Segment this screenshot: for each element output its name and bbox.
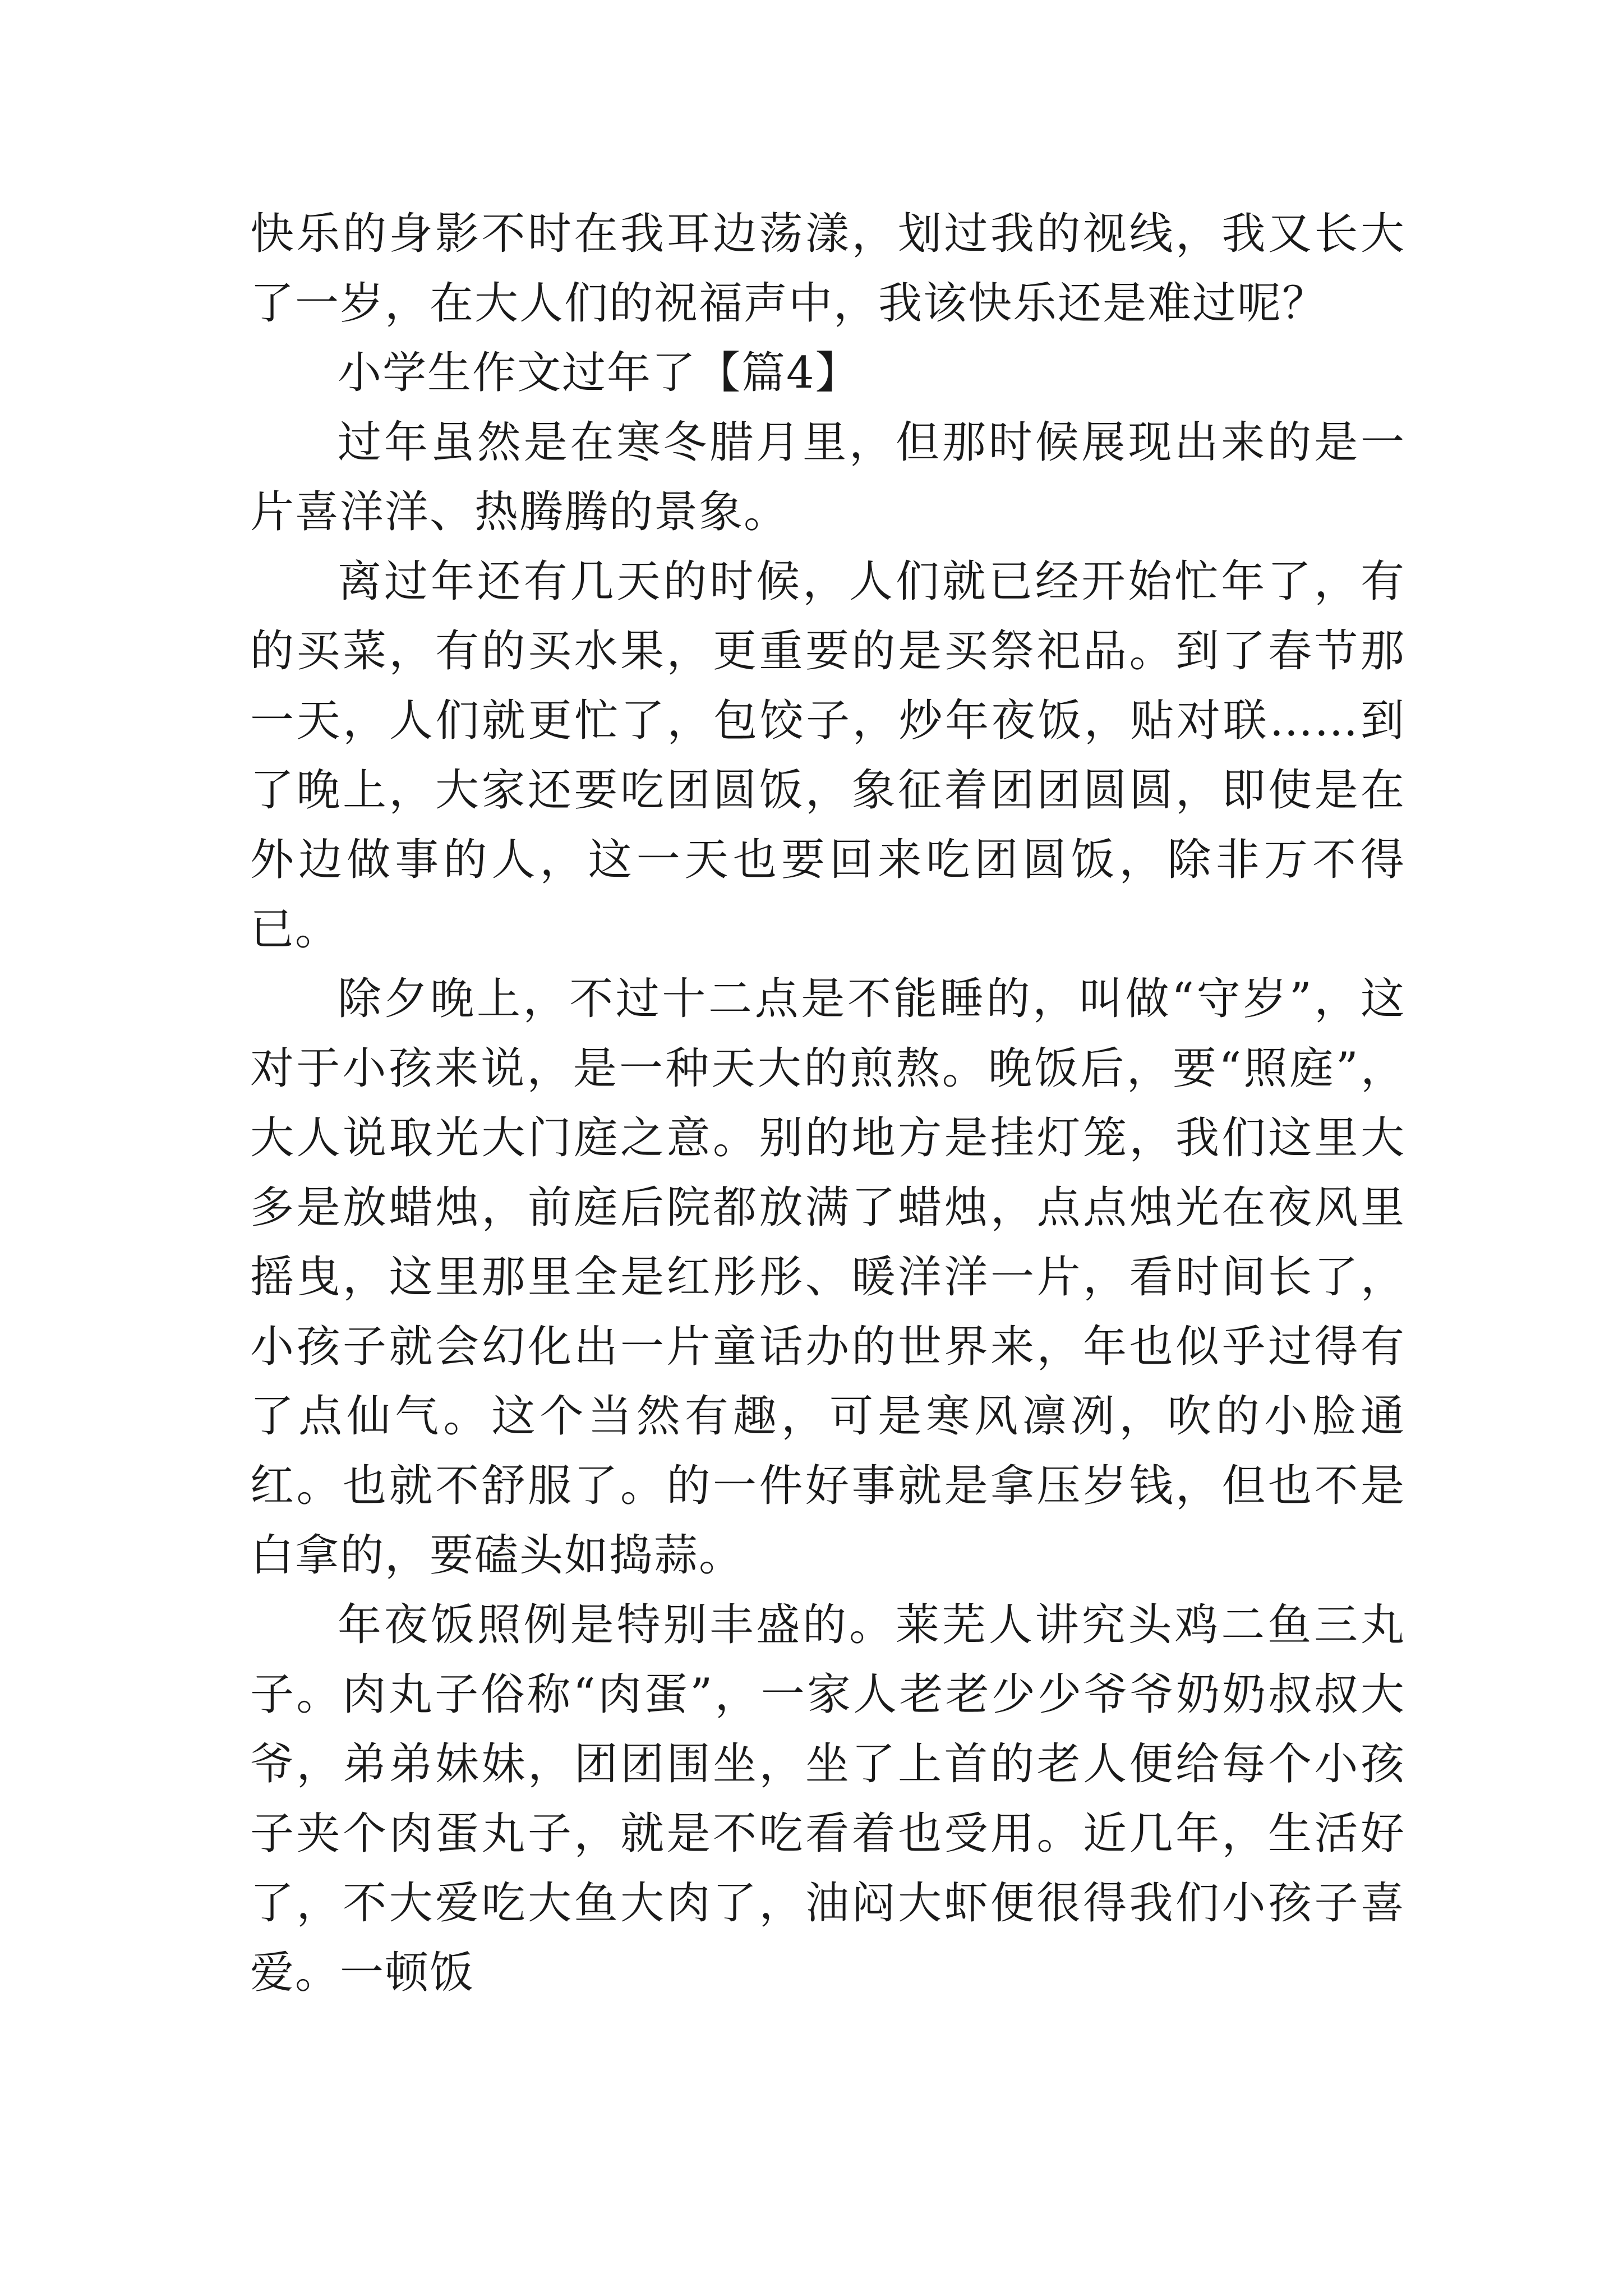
section-heading: 小学生作文过年了【篇4】 [338,348,860,398]
paragraph-4: 除夕晚上，不过十二点是不能睡的，叫做“守岁”，这对于小孩来说，是一种天大的煎熬。晚饭后，要“照庭”，大人说取光大门庭之意。别的地方是挂灯笼，我们这里大多是放蜡烛，前庭后院都放满了蜡烛，点点烛光在夜风里摇曳，这里那里全是红彤彤、暖洋洋一片，看时间长了，小孩子就会幻化出一片童话办的世界来，年也似乎过得有了点仙气。这个当然有趣，可是寒风凛冽，吹的小脸通红。也就不舒服了。的一件好事就是拿压岁钱，但也不是白拿的，要磕头如捣蒜。 [250,974,1405,1581]
article-body [250,199,1405,2008]
paragraph-5: 年夜饭照例是特别丰盛的。莱芜人讲究头鸡二鱼三丸子。肉丸子俗称“肉蛋”，一家人老老少少爷爷奶奶叔叔大爷，弟弟妹妹，团团围坐，坐了上首的老人便给每个小孩子夹个肉蛋丸子，就是不吃看着也受用。近几年，生活好了，不大爱吃大鱼大肉了，油闷大虾便很得我们小孩子喜爱。一顿饭 [250,1600,1405,1998]
paragraph-3: 离过年还有几天的时候，人们就已经开始忙年了，有的买菜，有的买水果，更重要的是买祭祀品。到了春节那一天，人们就更忙了，包饺子，炒年夜饭，贴对联……到了晚上，大家还要吃团圆饭，象征着团团圆圆，即使是在外边做事的人，这一天也要回来吃团圆饭，除非万不得已。 [250,556,1405,955]
paragraph-1: 快乐的身影不时在我耳边荡漾，划过我的视线，我又长大了一岁，在大人们的祝福声中，我该快乐还是难过呢？ [250,209,1405,329]
paragraph-2: 过年虽然是在寒冬腊月里，但那时候展现出来的是一片喜洋洋、热腾腾的景象。 [250,417,1405,537]
